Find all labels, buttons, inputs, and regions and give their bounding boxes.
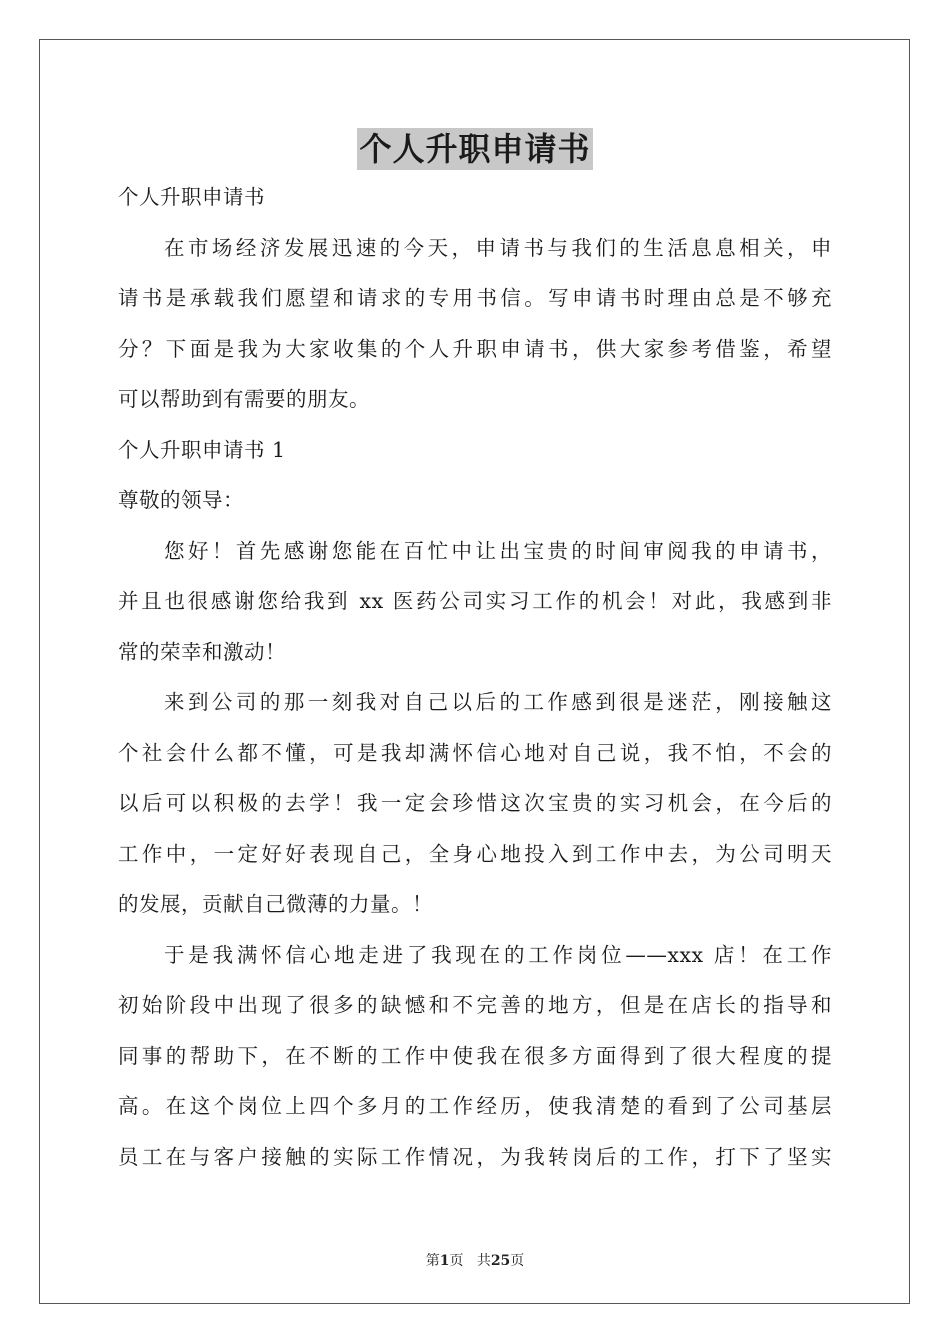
text-line: 个社会什么都不懂，可是我却满怀信心地对自己说，我不怕，不会的 [118, 740, 832, 765]
text-line: 员工在与客户接触的实际工作情况，为我转岗后的工作，打下了坚实 [118, 1144, 832, 1169]
text-line: 高。在这个岗位上四个多月的工作经历，使我清楚的看到了公司基层 [118, 1094, 832, 1118]
text-line: 以后可以积极的去学！我一定会珍惜这次宝贵的实习机会，在今后的 [118, 791, 832, 815]
page-footer [0, 1250, 950, 1270]
text-line: 您好！首先感谢您能在百忙中让出宝贵的时间审阅我的申请书， [164, 538, 832, 563]
text-line: 的发展，贡献自己微薄的力量。！ [118, 892, 433, 916]
text-line: 个人升职申请书 1 [118, 437, 286, 462]
footer-total-suffix: 页 [510, 1253, 525, 1269]
text-line: 请书是承载我们愿望和请求的专用书信。写申请书时理由总是不够充 [118, 286, 832, 310]
document-title [0, 128, 950, 170]
text-line: 于是我满怀信心地走进了我现在的工作岗位——xxx 店！在工作 [164, 942, 832, 967]
footer-total-prefix: 共 [476, 1253, 491, 1269]
footer-page-prefix: 第 [425, 1253, 440, 1269]
text-line: 初始阶段中出现了很多的缺憾和不完善的地方，但是在店长的指导和 [118, 993, 832, 1017]
footer-total-pages: 25 [490, 1253, 511, 1269]
text-line: 并且也很感谢您给我到 xx 医药公司实习工作的机会！对此，我感到非 [118, 589, 832, 613]
text-line: 尊敬的领导： [118, 488, 244, 512]
text-line: 分？下面是我为大家收集的个人升职申请书，供大家参考借鉴，希望 [118, 336, 832, 361]
footer-page-number: 1 [439, 1253, 450, 1269]
text-line: 同事的帮助下，在不断的工作中使我在很多方面得到了很大程度的提 [118, 1043, 832, 1068]
text-line: 工作中，一定好好表现自己，全身心地投入到工作中去，为公司明天 [118, 841, 832, 866]
text-line: 可以帮助到有需要的朋友。 [118, 387, 370, 411]
document-title-text: 个人升职申请书 [359, 130, 591, 168]
text-line: 来到公司的那一刻我对自己以后的工作感到很是迷茫，刚接触这 [164, 690, 832, 714]
document-body [118, 172, 832, 1182]
text-line: 个人升职申请书 [118, 185, 265, 209]
text-line: 在市场经济发展迅速的今天，申请书与我们的生活息息相关，申 [164, 235, 832, 260]
text-line: 常的荣幸和激动！ [118, 639, 286, 664]
footer-page-suffix: 页 [449, 1253, 464, 1269]
